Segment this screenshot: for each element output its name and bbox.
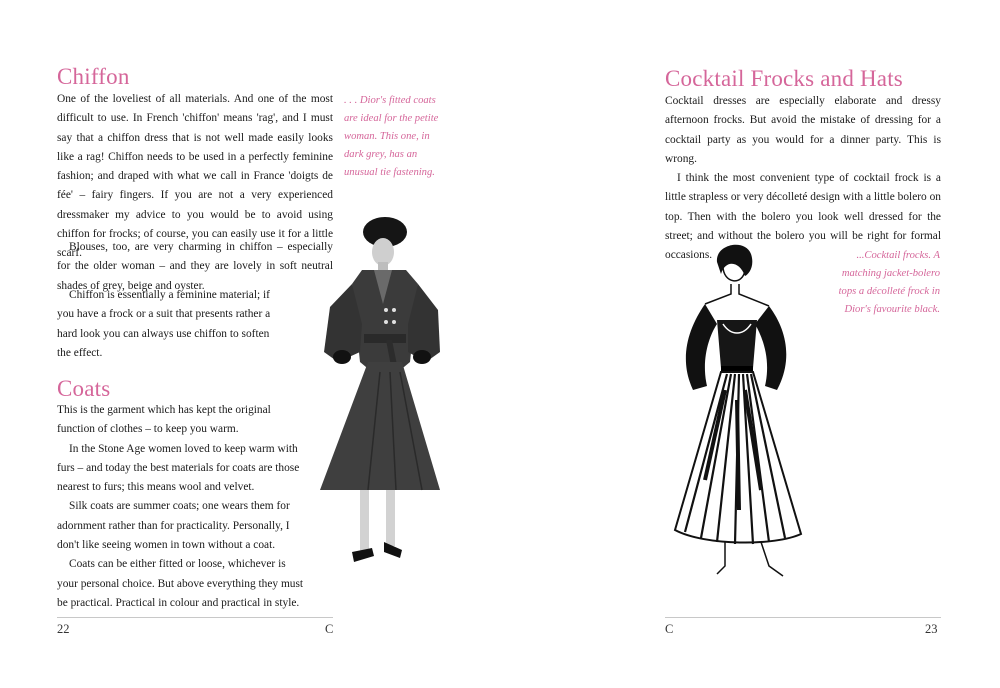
chiffon-paragraph-2: Blouses, too, are very charming in chiffon – especially for the older woman – and they are lovely in soft neutral shades of grey, beige and oyster. xyxy=(57,241,333,292)
cocktail-heading: Cocktail Frocks and Hats xyxy=(665,66,903,91)
right-page-number: 23 xyxy=(925,622,938,636)
cocktail-caption: ...Cocktail frocks. A matching jacket-bolero tops a décolleté frock in Dior's favourite black. xyxy=(838,250,940,315)
coats-paragraph-4: Coats can be either fitted or loose, whichever is your personal choice. But above everything they must be practical. Practical in colour and practical in style. xyxy=(57,558,304,609)
chiffon-para-3-block xyxy=(57,286,279,363)
coats-heading: Coats xyxy=(57,376,111,401)
cocktail-frock-sketch xyxy=(665,240,825,590)
chiffon-paragraph-3: Chiffon is essentially a feminine material; if you have a frock or a suit that presents rather a hard look you can always use chiffon to soften the effect. xyxy=(57,289,271,359)
coats-paragraph-1: This is the garment which has kept the original function of clothes – to keep you warm. xyxy=(57,404,271,436)
right-page xyxy=(500,0,1000,688)
coat-caption: . . . Dior's fitted coats are ideal for the petite woman. This one, in dark grey, has an unusual tie fastening. xyxy=(344,95,439,178)
left-footer-rule xyxy=(57,617,333,618)
coats-paragraph-2: In the Stone Age women loved to keep warm with furs – and today the best materials for coats are those nearest to furs; this means wool and velvet. xyxy=(57,442,300,494)
woman-in-fitted-coat-photo xyxy=(290,212,450,592)
coats-paragraph-3: Silk coats are summer coats; one wears them for adornment rather than for practicality. Personally, I don't like seeing women in town without a coat. xyxy=(57,500,290,552)
left-running-letter: C xyxy=(325,622,334,636)
left-page-number: 22 xyxy=(57,622,70,636)
cocktail-paragraph-2: I think the most convenient type of cocktail frock is a little strapless or very décolleté design with a little bolero on top. Then with the bolero you look well dressed for the street; and without the bolero you will be right for formal occasions. xyxy=(665,172,941,262)
chiffon-paragraph-1: One of the loveliest of all materials. And one of the most difficult to use. In French 'chiffon' means 'rag', and I must say that a chiffon dress that is not well made easily looks like a rag! Chiffon needs to be used in a perfectly feminine fashion; and draped with what we call in France 'doigts de fée' – fairy fingers. If you are not a very experienced dressmaker my advice to you would be to avoid using chiffon for frocks; of course, you can easily use it for a little scarf. xyxy=(57,93,333,260)
right-footer-rule xyxy=(665,617,941,618)
coats-text-block xyxy=(57,401,307,613)
chiffon-heading: Chiffon xyxy=(57,64,130,89)
right-running-letter: C xyxy=(665,622,674,636)
cocktail-paragraph-1: Cocktail dresses are especially elaborate and dressy afternoon frocks. But avoid the mistake of dressing for a cocktail party as you would for a dinner party. This is wrong. xyxy=(665,95,941,165)
